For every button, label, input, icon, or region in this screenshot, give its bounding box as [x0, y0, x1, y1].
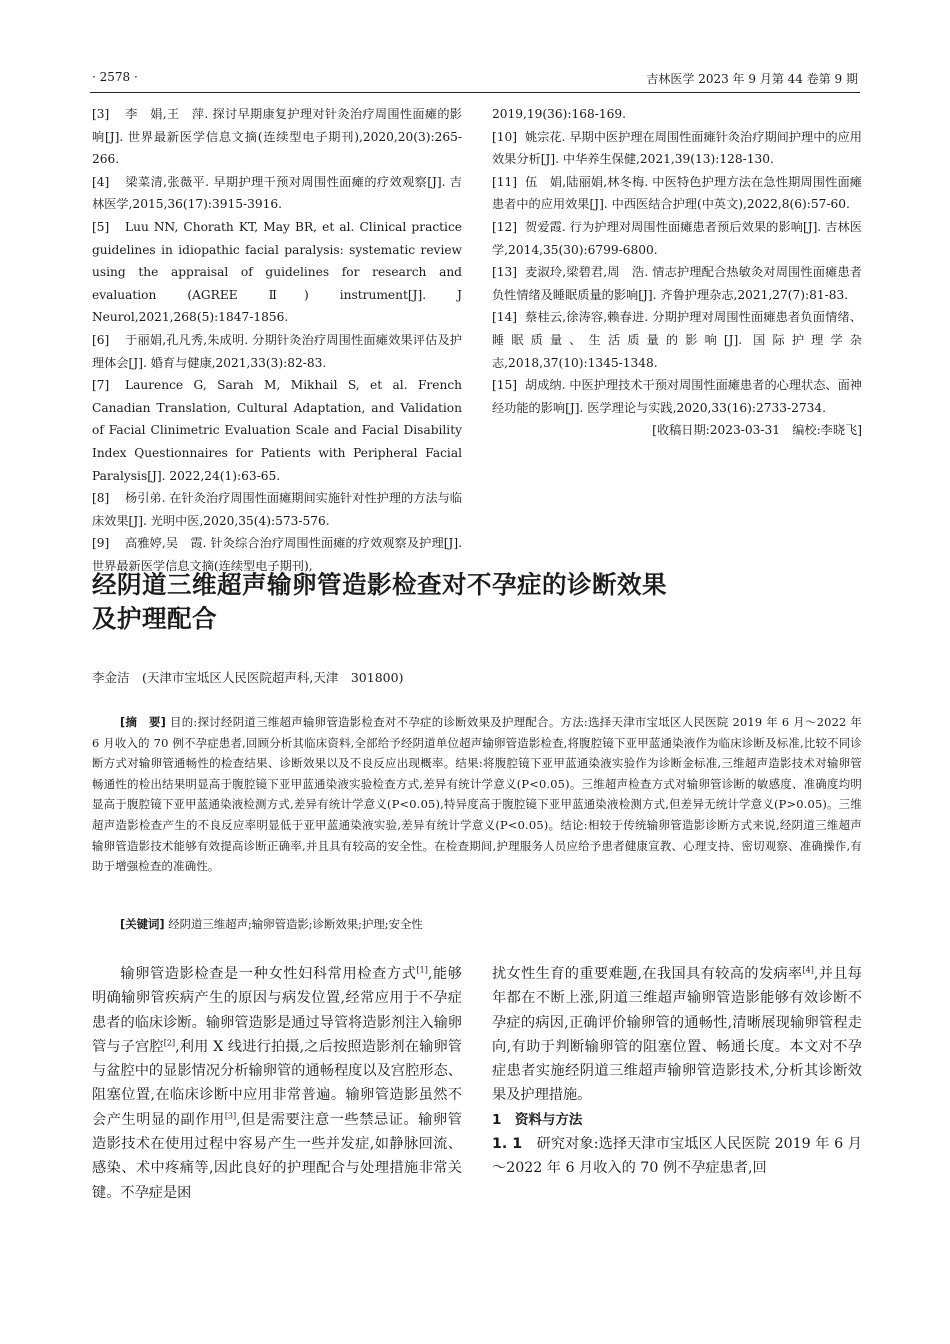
reference-item: [15] 胡成纳. 中医护理技术干预对周围性面瘫患者的心理状态、面神经功能的影响[J]. 医学理论与实践,2020,33(16):2733-2734. [492, 378, 862, 415]
abstract-label: [摘 要] [120, 715, 167, 729]
reference-item: [4] 梁菜清,张薇平. 早期护理干预对周围性面瘫的疗效观察[J]. 吉林医学,2015,36(17):3915-3916. [92, 174, 462, 212]
reference-item: [8] 杨引弟. 在针灸治疗周围性面瘫期间实施针对性护理的方法与临床效果[J]. 光明中医,2020,35(4):573-576. [92, 491, 462, 528]
body-paragraph: 扰女性生育的重要难题,在我国具有较高的发病率[4],并且每年都在不断上涨,阴道三维超声输卵管造影能够有效诊断不孕症的病因,正确评价输卵管的通畅性,清晰展现输卵管程走向,有助于判断输卵管的阻塞位置、畅通长度。本文对不孕症患者实施经阴道三维超声输卵管造影技术,分析其诊断效果及护理措施。 [492, 965, 862, 1104]
header-rule [90, 92, 860, 93]
body-left-column [92, 962, 462, 1205]
reference-item: [14] 蔡桂云,徐涛容,赖春进. 分期护理对周围性面瘫患者负面情绪、睡眠质量、生活质量的影响[J]. 国际护理学杂志,2018,37(10):1345-1348. [492, 310, 862, 370]
reference-item: [9] 高雅婷,吴 霞. 针灸综合治疗周围性面瘫的疗效观察及护理[J]. 世界最新医学信息文摘(连续型电子期刊), [92, 536, 462, 573]
references-left-column [92, 103, 462, 577]
reference-item: [5] Luu NN, Chorath KT, May BR, et al. Clinical practice guidelines in idiopathic facial paralysis: systematic review using the appraisal of guidelines for research and evaluation (AGREE Ⅱ) instrument[J]. J Neurol,2021,268(5):1847-1856. [92, 219, 462, 325]
reference-item: [7] Laurence G, Sarah M, Mikhail S, et al. French Canadian Translation, Cultural Adaptation, and Validation of Facial Clinimetric Evaluation Scale and Facial Disability Index Questionnaires for Patients with Peripheral Facial Paralysis[J]. 2022,24(1):63-65. [92, 378, 462, 483]
subsection-paragraph: 1. 1 研究对象:选择天津市宝坻区人民医院 2019 年 6 月～2022 年 6 月收入的 70 例不孕症患者,回 [492, 1136, 862, 1177]
section-heading: 1 资料与方法 [492, 1111, 583, 1128]
page-number: · 2578 · [92, 70, 138, 84]
abstract [92, 712, 862, 877]
abstract-text: 目的:探讨经阴道三维超声输卵管造影检查对不孕症的诊断效果及护理配合。方法:选择天津市宝坻区人民医院 2019 年 6 月～2022 年 6 月收入的 70 例不孕症患者,回顾分析其临床资料,全部给予经阴道单位超声输卵管造影检查,将腹腔镜下亚甲蓝通染液作为临床诊断及标准,比较不同诊断方式对输卵管通畅性的检查结果、诊断效果以及不良反应出现概率。结果:将腹腔镜下亚甲蓝通染液实验作为诊断金标准,三维超声造影技术对输卵管畅通性的检出结果明显高于腹腔镜下亚甲蓝通染液实验检查方式,差异有统计学意义(P<0.05)。三维超声检查方式对输卵管诊断的敏感度、准确度均明显高于腹腔镜下亚甲蓝通染液检测方式,差异有统计学意义(P<0.05),特异度高于腹腔镜下亚甲蓝通染液检测方式,但差异无统计学意义(P>0.05)。三维超声造影检查产生的不良反应率明显低于亚甲蓝通染液实验,差异有统计学意义(P<0.05)。结论:相较于传统输卵管造影诊断方式来说,经阴道三维超声输卵管造影技术能够有效提高诊断正确率,并且具有较高的安全性。在检查期间,护理服务人员应给予患者健康宣教、心理支持、密切观察、准确操作,有助于增强检查的准确性。 [92, 715, 863, 874]
body-paragraph: 输卵管造影检查是一种女性妇科常用检查方式[1],能够明确输卵管疾病产生的原因与病发位置,经常应用于不孕症患者的临床诊断。输卵管造影是通过导管将造影剂注入输卵管与子宫腔[2],利用 X 线进行拍摄,之后按照造影剂在输卵管与盆腔中的显影情况分析输卵管的通畅程度以及宫腔形态、阻塞位置,在临床诊断中应用非常普遍。输卵管造影虽然不会产生明显的副作用[3],但是需要注意一些禁忌证。输卵管造影技术在使用过程中容易产生一些并发症,如静脉回流、感染、术中疼痛等,因此良好的护理配合与处理措施非常关键。不孕症是困 [92, 965, 462, 1201]
author-line: 李金洁 (天津市宝坻区人民医院超声科,天津 301800) [92, 670, 404, 685]
journal-header: 吉林医学 2023 年 9 月第 44 卷第 9 期 [646, 72, 858, 86]
keywords [92, 916, 862, 932]
reference-item: [11] 伍 娟,陆丽娟,林冬梅. 中医特色护理方法在急性期周围性面瘫患者中的应用效果[J]. 中西医结合护理(中英文),2022,8(6):57-60. [492, 174, 862, 212]
references-right-column [492, 103, 862, 442]
reference-item: [3] 李 娟,王 萍. 探讨早期康复护理对针灸治疗周围性面瘫的影响[J]. 世界最新医学信息文摘(连续型电子期刊),2020,20(3):265-266. [92, 107, 462, 167]
reference-item: 2019,19(36):168-169. [492, 107, 627, 121]
reference-item: [13] 麦淑玲,梁碧君,周 浩. 情志护理配合热敏灸对周围性面瘫患者负性情绪及睡眠质量的影响[J]. 齐鲁护理杂志,2021,27(7):81-83. [492, 265, 862, 302]
reference-item: [6] 于丽娟,孔凡秀,朱成明. 分期针灸治疗周围性面瘫效果评估及护理体会[J]. 婚育与健康,2021,33(3):82-83. [92, 332, 462, 370]
article-title: 经阴道三维超声输卵管造影检查对不孕症的诊断效果 及护理配合 [92, 570, 667, 633]
received-date: [收稿日期:2023-03-31 编校:李晓飞] [652, 423, 862, 438]
keywords-text: 经阴道三维超声;输卵管造影;诊断效果;护理;安全性 [168, 917, 423, 931]
body-right-column [492, 962, 862, 1181]
keywords-label: [关键词] [120, 917, 165, 931]
reference-item: [12] 贺爱霞. 行为护理对周围性面瘫患者预后效果的影响[J]. 吉林医学,2014,35(30):6799-6800. [492, 219, 862, 257]
reference-item: [10] 姚宗花. 早期中医护理在周围性面瘫针灸治疗期间护理中的应用效果分析[J]. 中华养生保健,2021,39(13):128-130. [492, 129, 862, 167]
